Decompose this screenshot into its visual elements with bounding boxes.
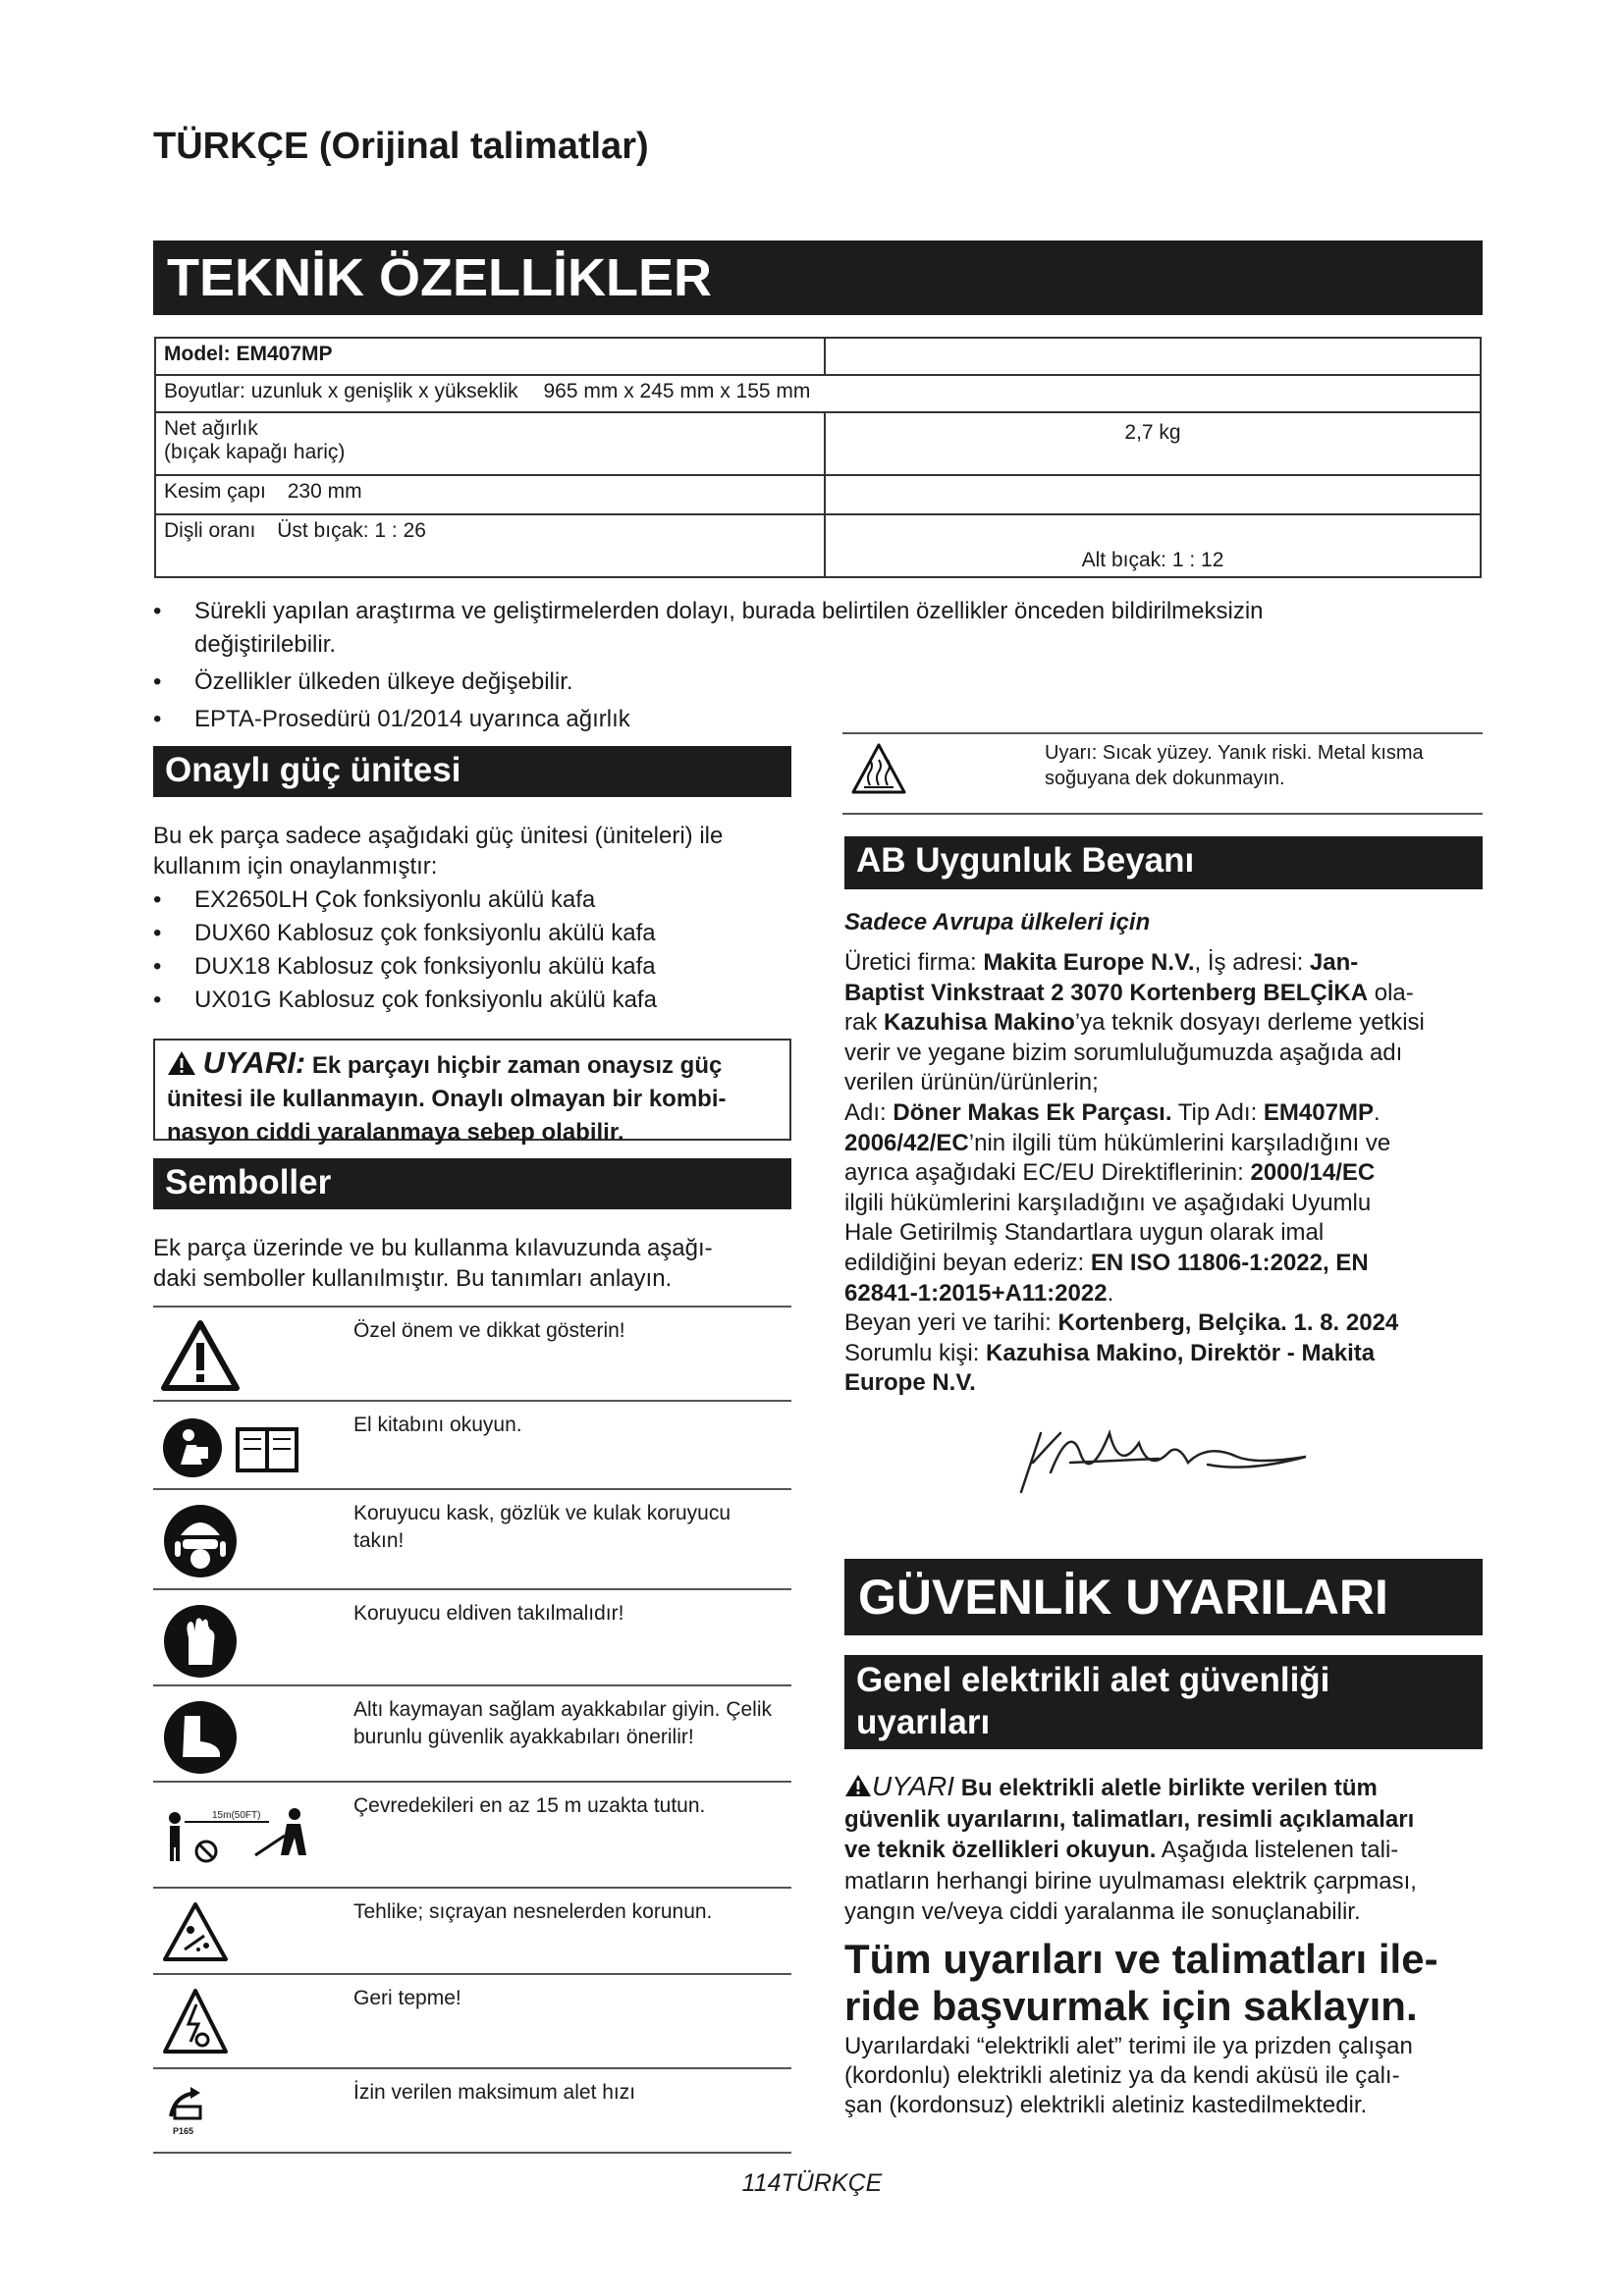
text-run: EM407MP — [1263, 1098, 1374, 1126]
divider — [842, 732, 1483, 734]
power-unit-list — [153, 883, 791, 1017]
spec-model: Model: EM407MP — [155, 338, 825, 375]
table-row — [155, 338, 1481, 375]
declaration-line — [844, 979, 1492, 1009]
text-run: 2006/42/EC — [844, 1129, 969, 1156]
gloves-icon — [161, 1602, 348, 1681]
declaration-body — [844, 948, 1492, 1399]
declaration-line — [844, 1218, 1492, 1249]
spec-dimensions-label: Boyutlar: uzunluk x genişlik x yükseklik — [164, 380, 518, 402]
keep-instructions-body — [844, 2032, 1492, 2120]
symbol-row — [153, 2067, 791, 2154]
warning-triangle-icon — [844, 1775, 872, 1801]
text-run: . — [1107, 1279, 1114, 1307]
table-row — [155, 475, 1481, 514]
distance-label: 15m(50FT) — [212, 1810, 261, 1821]
list-item: • UX01G Kablosuz çok fonksiyonlu akülü kafa — [153, 984, 791, 1017]
symbol-row — [153, 1306, 791, 1402]
declaration-line — [844, 1368, 1492, 1399]
text-run: ve teknik özellikleri okuyun. — [844, 1837, 1157, 1863]
spec-gear-label: Dişli oranı — [164, 519, 256, 542]
declaration-line — [844, 1249, 1492, 1279]
spec-weight-label: Net ağırlık — [164, 417, 258, 440]
safety-warning-line — [844, 1835, 1492, 1866]
spec-model-value — [825, 338, 1481, 375]
text-run: verilen ürünün/ürünlerin; — [844, 1069, 1099, 1096]
text-run: , İş adresi: — [1194, 949, 1310, 976]
text-run: ’ya teknik dosyayı derleme yetkisi — [1074, 1009, 1425, 1037]
symbol-text: Çevredekileri en az 15 m uzakta tutun. — [353, 1794, 706, 1817]
text-run: Kortenberg, Belçika. 1. 8. 2024 — [1057, 1309, 1399, 1337]
text-run: matların herhangi birine uyulmaması elektrik çarpması, — [844, 1867, 1417, 1895]
declaration-line — [844, 1129, 1492, 1159]
symbol-text: Koruyucu kask, gözlük ve kulak koruyucu takın! — [353, 1502, 731, 1552]
page-footer — [0, 2169, 1624, 2198]
text-run: ilgili hükümlerini karşıladığını ve aşağıdaki Uyumlu — [844, 1189, 1372, 1216]
warning-keyword: UYARI — [872, 1771, 955, 1801]
list-item: • Sürekli yapılan araştırma ve geliştirmelerden dolayı, burada belirtilen özellikler önceden bildirilmeksizin değiştirilebilir. — [153, 595, 1430, 662]
max-speed-icon — [161, 2081, 348, 2160]
symbol-text: El kitabını okuyun. — [353, 1414, 522, 1436]
symbol-row — [153, 1973, 791, 2069]
warning-text-line: nasyon ciddi yaralanmaya sebep olabilir. — [167, 1119, 624, 1146]
list-item: • EX2650LH Çok fonksiyonlu akülü kafa — [153, 883, 791, 917]
declaration-line — [844, 1039, 1492, 1069]
keep-instructions-title-line: ride başvurmak için saklayın. — [844, 1983, 1418, 2029]
power-unit-intro: Bu ek parça sadece aşağıdaki güç ünitesi (üniteleri) ile kullanım için onaylanmıştır: — [153, 823, 724, 880]
hot-surface-text: Uyarı: Sıcak yüzey. Yanık riski. Metal kısma soğuyana dek dokunmayın. — [1045, 742, 1424, 789]
table-row — [155, 514, 1481, 577]
spec-dimensions-value: 965 mm x 245 mm x 155 mm — [543, 380, 811, 402]
text-run: edildiğini beyan ederiz: — [844, 1249, 1091, 1276]
keep-instructions-line: Uyarılardaki “elektrikli alet” terimi ile ya prizden çalışan — [844, 2033, 1413, 2059]
symbols-intro — [153, 1233, 791, 1294]
specs-table — [154, 337, 1482, 578]
spec-diameter-label: Kesim çapı — [164, 480, 266, 503]
spec-weight-value: 2,7 kg — [825, 412, 1481, 475]
general-safety-title-line: uyarıları — [856, 1703, 991, 1741]
symbol-row — [153, 1684, 791, 1783]
declaration-line — [844, 1339, 1492, 1369]
text-run: Bu elektrikli aletle birlikte verilen tüm — [954, 1775, 1378, 1801]
text-run: . — [1373, 1098, 1380, 1126]
symbol-text: Özel önem ve dikkat gösterin! — [353, 1319, 625, 1342]
warning-text-line: ünitesi ile kullanmayın. Onaylı olmayan bir kombi- — [167, 1086, 727, 1112]
flying-objects-icon — [161, 1900, 348, 1979]
safety-warning-line — [844, 1804, 1492, 1836]
kickback-icon — [161, 1987, 348, 2065]
table-row — [155, 375, 1481, 412]
spec-gear-lower: Alt bıçak: 1 : 12 — [825, 514, 1481, 577]
warning-text-line: Ek parçayı hiçbir zaman onaysız güç — [311, 1052, 723, 1079]
spec-gear-upper: Üst bıçak: 1 : 26 — [277, 519, 426, 542]
symbol-row — [153, 1400, 791, 1490]
text-run: Sorumlu kişi: — [844, 1339, 987, 1366]
keep-instructions-title — [844, 1936, 1492, 2030]
text-run: güvenlik uyarılarını, talimatları, resimli açıklamaları — [844, 1805, 1415, 1833]
text-run: Tip Adı: — [1171, 1098, 1264, 1126]
declaration-line — [844, 1068, 1492, 1098]
specs-title: TEKNİK ÖZELLİKLER — [153, 240, 1483, 315]
text-run: ’nin ilgili tüm hükümlerini karşıladığını ve — [968, 1129, 1391, 1156]
declaration-line — [844, 1098, 1492, 1129]
symbol-text: Tehlike; sıçrayan nesnelerden korunun. — [353, 1900, 713, 1923]
list-item: • Özellikler ülkeden ülkeye değişebilir. — [153, 666, 1430, 699]
text-run: Kazuhisa Makino — [884, 1009, 1075, 1037]
symbol-text: Geri tepme! — [353, 1987, 461, 2009]
language-title: TÜRKÇE (Orijinal talimatlar) — [153, 126, 649, 167]
symbol-row — [153, 1887, 791, 1975]
safety-warning-first-line — [844, 1771, 1492, 1804]
text-run: ola- — [1368, 979, 1414, 1006]
list-item: • EPTA-Prosedürü 01/2014 uyarınca ağırlık — [153, 703, 1430, 736]
warning-triangle-icon — [167, 1052, 203, 1079]
safety-warning-rest — [844, 1804, 1492, 1928]
declaration-subtitle: Sadece Avrupa ülkeleri için — [844, 909, 1151, 935]
text-run: 62841-1:2015+A11:2022 — [844, 1279, 1108, 1307]
safety-title: GÜVENLİK UYARILARI — [844, 1559, 1483, 1635]
symbol-text: Altı kaymayan sağlam ayakkabılar giyin. Çelik burunlu güvenlik ayakkabıları önerilir! — [353, 1698, 773, 1748]
symbol-row — [153, 1588, 791, 1686]
text-run: yangın ve/veya ciddi yaralanma ile sonuçlanabilir. — [844, 1898, 1361, 1925]
hot-surface-icon — [850, 742, 919, 811]
spec-diameter-value: 230 mm — [287, 480, 362, 503]
safety-warning-line — [844, 1866, 1492, 1897]
read-manual-icon — [161, 1414, 348, 1492]
text-run: Adı: — [844, 1098, 893, 1126]
warning-keyword: UYARI: — [202, 1045, 306, 1080]
text-run: Hale Getirilmiş Standartlara uygun olarak imal — [844, 1219, 1325, 1247]
text-run: Baptist Vinkstraat 2 3070 Kortenberg BELÇİKA — [844, 979, 1369, 1006]
safety-warning-text — [954, 1775, 1378, 1801]
text-run: ayrıca aşağıdaki EC/EU Direktiflerinin: — [844, 1159, 1251, 1187]
general-safety-title-line: Genel elektrikli alet güvenliği — [856, 1661, 1330, 1699]
keep-instructions-line: şan (kordonsuz) elektrikli aletiniz kastedilmektedir. — [844, 2092, 1368, 2118]
symbols-intro-line: daki semboller kullanılmıştır. Bu tanımları anlayın. — [153, 1265, 673, 1292]
symbol-text: İzin verilen maksimum alet hızı — [353, 2081, 636, 2104]
text-run: Kazuhisa Makino, Direktör - Makita — [986, 1339, 1376, 1366]
power-unit-warning — [153, 1039, 791, 1146]
divider — [842, 813, 1483, 815]
spec-weight-note: (bıçak kapağı hariç) — [164, 441, 346, 463]
distance-icon — [161, 1794, 348, 1873]
declaration-line — [844, 1158, 1492, 1189]
declaration-line — [844, 1308, 1492, 1339]
symbols-intro-line: Ek parça üzerinde ve bu kullanma kılavuzunda aşağı- — [153, 1235, 713, 1261]
keep-instructions-line: (kordonlu) elektrikli aletiniz ya da kendi aküsü ile çalı- — [844, 2062, 1400, 2089]
declaration-line — [844, 1008, 1492, 1039]
page-number: 114 — [741, 2169, 782, 2197]
max-speed-label: P165 — [173, 2126, 194, 2136]
general-safety-title — [844, 1655, 1483, 1749]
text-run: Beyan yeri ve tarihi: — [844, 1309, 1058, 1337]
text-run: Makita Europe N.V. — [983, 949, 1195, 976]
list-item: • DUX18 Kablosuz çok fonksiyonlu akülü kafa — [153, 950, 791, 984]
declaration-line — [844, 1189, 1492, 1219]
keep-instructions-title-line: Tüm uyarıları ve talimatları ile- — [844, 1936, 1438, 1982]
list-item: • DUX60 Kablosuz çok fonksiyonlu akülü kafa — [153, 917, 791, 950]
boots-icon — [161, 1698, 348, 1777]
text-run: rak — [844, 1009, 885, 1037]
text-run: EN ISO 11806-1:2022, EN — [1090, 1249, 1369, 1276]
power-unit-title: Onaylı güç ünitesi — [153, 746, 791, 797]
signature — [1011, 1414, 1326, 1502]
safety-warning-line — [844, 1896, 1492, 1928]
table-row — [155, 412, 1481, 475]
text-run: verir ve yegane bizim sorumluluğumuzda aşağıda adı — [844, 1039, 1403, 1066]
declaration-line — [844, 1279, 1492, 1309]
symbol-text: Koruyucu eldiven takılmalıdır! — [353, 1602, 624, 1625]
declaration-title: AB Uygunluk Beyanı — [844, 836, 1483, 889]
text-run: Aşağıda listelenen tali- — [1156, 1837, 1399, 1863]
text-run: Europe N.V. — [844, 1369, 976, 1397]
text-run: Jan- — [1309, 949, 1359, 976]
text-run: Üretici firma: — [844, 949, 984, 976]
text-run: 2000/14/EC — [1250, 1159, 1376, 1187]
symbol-row — [153, 1781, 791, 1889]
protective-gear-icon — [161, 1502, 348, 1580]
declaration-line — [844, 948, 1492, 979]
spec-notes — [153, 595, 1430, 736]
safety-warning — [844, 1771, 1492, 1928]
footer-language: TÜRKÇE — [781, 2169, 883, 2197]
text-run: Döner Makas Ek Parçası. — [893, 1098, 1172, 1126]
symbol-row — [153, 1488, 791, 1590]
warning-triangle-icon — [161, 1319, 348, 1398]
symbols-title: Semboller — [153, 1158, 791, 1209]
